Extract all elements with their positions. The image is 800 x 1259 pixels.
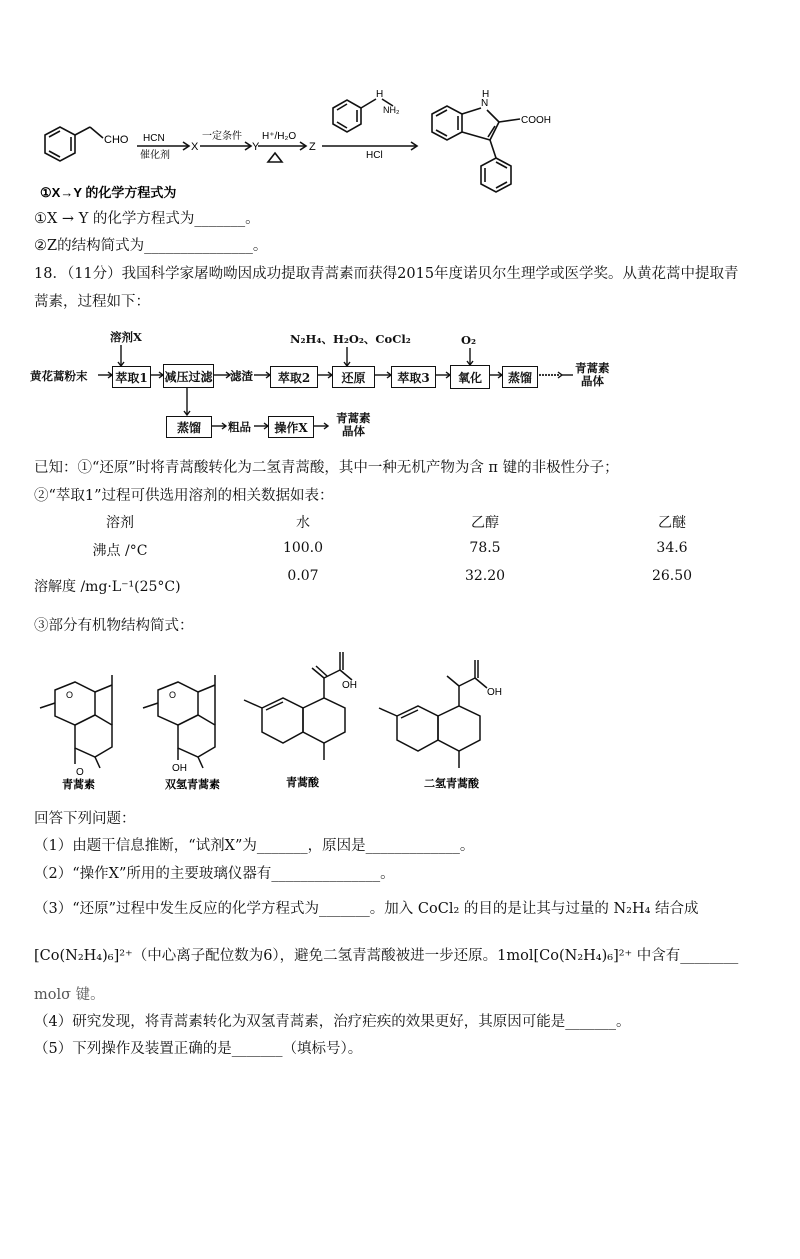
known-line-1: 已知：①“还原”时将青蒿酸转化为二氢青蒿酸，其中一种无机产物为含 π 键的非极性分子； xyxy=(34,460,619,476)
indole-h: H xyxy=(482,89,490,100)
catalyst-label: 催化剂 xyxy=(140,150,170,161)
table-header-water: 水 xyxy=(296,515,310,531)
x-label: X xyxy=(191,141,199,153)
end-bottom-1: 青蒿素 xyxy=(336,411,371,425)
table-cell: 78.5 xyxy=(469,540,501,556)
artemisinic-acid-structure xyxy=(244,652,352,760)
name-artemisinin: 青蒿素 xyxy=(62,779,95,791)
table-cell: 32.20 xyxy=(464,568,506,584)
table-header-ether: 乙醚 xyxy=(658,515,686,531)
residue-label: 滤渣 xyxy=(230,369,253,383)
indole-n: N xyxy=(481,98,489,109)
name-dihydroartemisinic-acid: 二氢青蒿酸 xyxy=(424,778,479,790)
reagents-label: N₂H₄、H₂O₂、CoCl₂ xyxy=(290,332,411,346)
hydrazine-h: H xyxy=(376,89,384,100)
artemisinin-structure xyxy=(40,675,112,768)
flow-start: 黄花蒿粉末 xyxy=(30,369,88,383)
peroxide-o: O xyxy=(169,690,177,700)
cooh-oh: OH xyxy=(342,680,357,691)
box-distill-top: 蒸馏 xyxy=(502,366,538,388)
box-extract-1: 萃取1 xyxy=(112,366,151,388)
q18-intro-1: 18．（11分）我国科学家屠呦呦因成功提取青蒿素而获得2015年度诺贝尔生理学或医学奖。从黄花蒿中提取青 xyxy=(34,266,739,282)
condition-label: 一定条件 xyxy=(202,131,242,142)
hcl-label: HCl xyxy=(366,150,383,161)
question-3c: molσ 键。 xyxy=(34,987,105,1003)
solvent-x-label: 溶剂X xyxy=(110,330,142,344)
table-cell: 34.6 xyxy=(656,540,688,556)
box-oxidize: 氧化 xyxy=(450,365,490,389)
cut-off-text: ①X→Y 的化学方程式为 xyxy=(40,185,177,200)
nh2-label: NH₂ xyxy=(383,105,400,115)
z-label: Z xyxy=(309,141,316,153)
table-row-sol-label: 溶解度 /mg·L⁻¹(25°C) xyxy=(34,579,181,595)
dihydroartemisinin-structure xyxy=(143,675,215,768)
question-4: （4）研究发现，将青蒿素转化为双氢青蒿素，治疗疟疾的效果更好，其原因可能是_______。 xyxy=(34,1014,631,1030)
hydrolysis-label: H⁺/H₂O xyxy=(262,131,297,142)
question-3b: [Co(N₂H₄)₆]²⁺（中心离子配位数为6），避免二氢青蒿酸被进一步还原。1mol[Co(N₂H₄)₆]²⁺ 中含有________ xyxy=(34,948,739,964)
carbonyl-o: O xyxy=(76,767,84,778)
end-top-2: 晶体 xyxy=(581,374,604,388)
q17-line-2: ②Z的结构简式为_______________。 xyxy=(34,238,268,254)
table-cell: 26.50 xyxy=(651,568,693,584)
box-extract-3: 萃取3 xyxy=(391,366,436,388)
q17-line-1: ①X → Y 的化学方程式为_______。 xyxy=(34,211,260,227)
questions-heading: 回答下列问题： xyxy=(34,811,136,827)
cooh-label: COOH xyxy=(521,115,551,126)
dihydroartemisinic-acid-structure xyxy=(379,660,487,768)
box-operation-x: 操作X xyxy=(268,416,314,438)
box-distill-bottom: 蒸馏 xyxy=(166,416,212,438)
known-line-2: ②“萃取1”过程可供选用溶剂的相关数据如表： xyxy=(34,488,334,504)
table-header-solvent: 溶剂 xyxy=(106,515,134,531)
name-dihydroartemisinin: 双氢青蒿素 xyxy=(165,779,220,791)
question-2: （2）“操作X”所用的主要玻璃仪器有_______________。 xyxy=(34,866,395,882)
question-5: （5）下列操作及装置正确的是_______（填标号）。 xyxy=(34,1041,363,1057)
dots-label: ······· xyxy=(538,368,560,382)
reaction-scheme xyxy=(0,0,800,205)
name-artemisinic-acid: 青蒿酸 xyxy=(286,777,319,789)
structures-figure xyxy=(0,640,800,800)
end-top-1: 青蒿素 xyxy=(575,361,610,375)
question-3a: （3）“还原”过程中发生反应的化学方程式为_______。加入 CoCl₂ 的目的是让其与过量的 N₂H₄ 结合成 xyxy=(34,901,699,917)
question-1: （1）由题干信息推断，“试剂X”为_______，原因是_____________。 xyxy=(34,838,475,854)
hydroxyl-oh: OH xyxy=(172,763,187,774)
hcn-label: HCN xyxy=(143,133,165,144)
box-vacuum-filter: 减压过滤 xyxy=(163,364,214,388)
cooh-oh: OH xyxy=(487,687,502,698)
reagent-label: CHO xyxy=(104,134,129,146)
crude-label: 粗品 xyxy=(228,420,251,434)
box-extract-2: 萃取2 xyxy=(270,366,318,388)
y-label: Y xyxy=(252,141,260,153)
q18-intro-2: 蒿素，过程如下： xyxy=(34,294,150,310)
box-reduce: 还原 xyxy=(332,366,375,388)
o2-label: O₂ xyxy=(461,333,477,347)
table-cell: 0.07 xyxy=(287,568,319,584)
table-row-bp-label: 沸点 /°C xyxy=(92,543,148,559)
peroxide-o: O xyxy=(66,690,74,700)
structures-heading: ③部分有机物结构简式： xyxy=(34,618,194,634)
end-bottom-2: 晶体 xyxy=(342,424,365,438)
table-header-ethanol: 乙醇 xyxy=(471,515,499,531)
table-cell: 100.0 xyxy=(282,540,324,556)
